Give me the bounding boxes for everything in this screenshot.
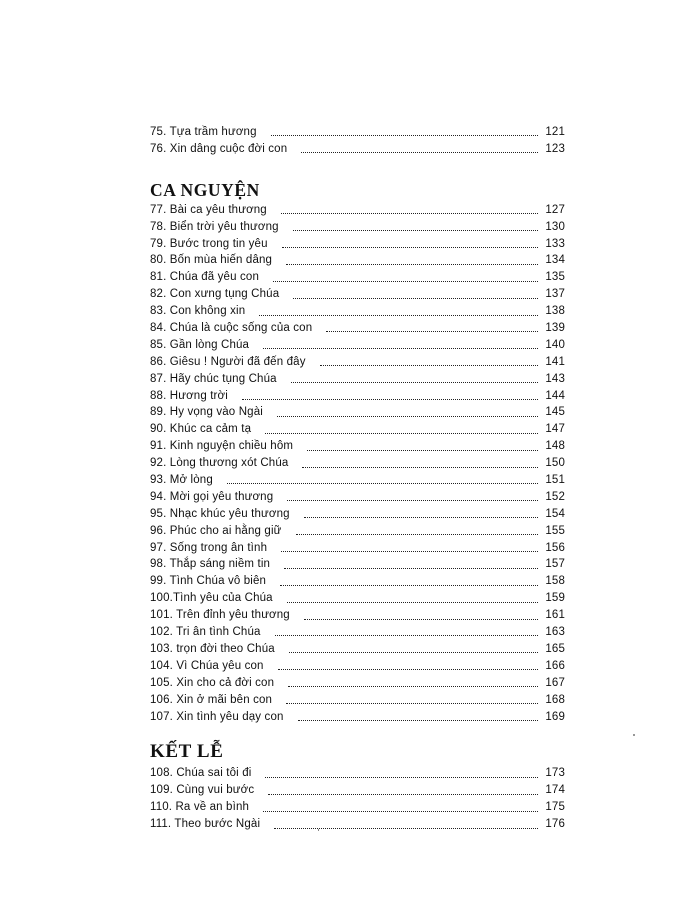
toc-entry: [150, 506, 565, 523]
toc-dot-leader: [304, 618, 538, 620]
toc-entry-page: 157: [545, 558, 565, 571]
toc-entry-title: 103. trọn đời theo Chúa: [150, 642, 275, 655]
toc-dot-leader: [271, 134, 538, 136]
toc-entry-page: 163: [545, 626, 565, 639]
toc-dot-leader: [293, 297, 538, 299]
toc-entry-page: 141: [545, 355, 565, 368]
toc-dot-leader: [259, 314, 538, 316]
toc-entry-title: 109. Cùng vui bước: [150, 784, 255, 797]
toc-entry-page: 154: [545, 507, 565, 520]
toc-entry-title: 104. Vì Chúa yêu con: [150, 659, 264, 672]
toc-entry: [150, 286, 565, 303]
toc-entry: [150, 489, 565, 506]
toc-entry: [150, 252, 565, 269]
toc-dot-leader: [326, 330, 538, 332]
section-heading-ca-nguyen: CA NGUYỆN: [150, 179, 260, 200]
toc-entry-page: 137: [545, 288, 565, 301]
toc-entry-page: 150: [545, 457, 565, 470]
toc-dot-leader: [281, 550, 538, 552]
toc-entry-page: 159: [545, 592, 565, 605]
toc-entry-title: 106. Xin ở mãi bên con: [150, 693, 273, 706]
toc-entry-page: 175: [545, 801, 565, 814]
toc-dot-leader: [301, 151, 538, 153]
toc-entry-page: 167: [545, 676, 565, 689]
toc-entry-page: 148: [545, 440, 565, 453]
toc-dot-leader: [263, 347, 538, 349]
toc-dot-leader: [296, 533, 539, 535]
toc-entry-title: 107. Xin tình yêu dạy con: [150, 710, 284, 723]
toc-entry: [150, 782, 565, 799]
toc-entry-page: 134: [545, 254, 565, 267]
toc-entry-title: 100.Tình yêu của Chúa: [150, 592, 273, 605]
toc-entry-title: 105. Xin cho cả đời con: [150, 676, 275, 689]
toc-entry-page: 130: [545, 220, 565, 233]
toc-entry: [150, 675, 565, 692]
toc-entry: [150, 624, 565, 641]
toc-entry-title: 88. Hương trời: [150, 389, 228, 402]
toc-dot-leader: [265, 776, 538, 778]
toc-entry-page: 166: [545, 659, 565, 672]
toc-entry: [150, 590, 565, 607]
toc-entry: [150, 540, 565, 557]
toc-entry: [150, 388, 565, 405]
toc-entry-title: 77. Bài ca yêu thương: [150, 203, 267, 216]
toc-entry: [150, 354, 565, 371]
toc-entry: [150, 303, 565, 320]
toc-entry-title: 81. Chúa đã yêu con: [150, 271, 259, 284]
toc-entry-title: 86. Giêsu ! Người đã đến đây: [150, 355, 306, 368]
toc-entry-page: 176: [545, 818, 565, 831]
toc-dot-leader: [293, 229, 538, 231]
toc-dot-leader: [263, 810, 538, 812]
toc-dot-leader: [284, 567, 538, 569]
toc-entry-title: 79. Bước trong tin yêu: [150, 237, 268, 250]
toc-dot-leader: [286, 702, 538, 704]
toc-entry: [150, 320, 565, 337]
toc-entry-page: 140: [545, 338, 565, 351]
toc-entry: [150, 236, 565, 253]
toc-entry-page: 152: [545, 490, 565, 503]
toc-entry-page: 123: [545, 142, 565, 155]
toc-entry-page: 143: [545, 372, 565, 385]
toc-entry-title: 82. Con xưng tụng Chúa: [150, 288, 280, 301]
toc-dot-leader: [289, 651, 538, 653]
toc-entry: [150, 219, 565, 236]
toc-dot-leader: [280, 584, 538, 586]
toc-entry-page: 133: [545, 237, 565, 250]
toc-entry: [150, 709, 565, 726]
toc-entry-title: 97. Sống trong ân tình: [150, 541, 268, 554]
toc-entry-title: 78. Biển trời yêu thương: [150, 220, 279, 233]
toc-dot-leader: [278, 668, 538, 670]
toc-entry: [150, 765, 565, 782]
toc-entry-title: 101. Trên đỉnh yêu thương: [150, 609, 290, 622]
toc-entry-page: 156: [545, 541, 565, 554]
toc-entry-title: 90. Khúc ca cảm tạ: [150, 423, 252, 436]
toc-entry-title: 102. Tri ân tình Chúa: [150, 626, 261, 639]
toc-entry-page: 139: [545, 322, 565, 335]
scan-speck: [633, 734, 635, 736]
toc-dot-leader: [286, 263, 538, 265]
toc-entry: [150, 371, 565, 388]
toc-section-list: [150, 765, 565, 833]
toc-dot-leader: [268, 793, 538, 795]
toc-entry-title: 99. Tình Chúa vô biên: [150, 575, 267, 588]
toc-entry: [150, 202, 565, 219]
toc-entry-title: 94. Mời gọi yêu thương: [150, 490, 274, 503]
toc-entry: [150, 799, 565, 816]
scan-speck: [318, 829, 319, 831]
toc-entry: [150, 404, 565, 421]
toc-intro-list: [150, 124, 565, 158]
toc-entry-page: 151: [545, 474, 565, 487]
toc-entry: [150, 816, 565, 833]
toc-dot-leader: [291, 381, 538, 383]
toc-dot-leader: [287, 601, 538, 603]
toc-dot-leader: [277, 415, 538, 417]
toc-entry: [150, 337, 565, 354]
toc-dot-leader: [288, 685, 538, 687]
toc-entry: [150, 556, 565, 573]
toc-entry: [150, 438, 565, 455]
toc-entry-title: 75. Tựa trầm hương: [150, 126, 257, 138]
toc-entry: [150, 141, 565, 158]
toc-dot-leader: [298, 719, 538, 721]
toc-entry-page: 147: [545, 423, 565, 436]
toc-entry: [150, 523, 565, 540]
toc-entry-title: 87. Hãy chúc tụng Chúa: [150, 372, 277, 385]
toc-section-list: [150, 202, 565, 726]
toc-dot-leader: [304, 516, 538, 518]
toc-entry-title: 92. Lòng thương xót Chúa: [150, 457, 289, 470]
toc-entry-title: 110. Ra về an bình: [150, 801, 250, 814]
toc-entry-page: 158: [545, 575, 565, 588]
toc-dot-leader: [281, 212, 538, 214]
toc-entry: [150, 658, 565, 675]
toc-dot-leader: [302, 466, 538, 468]
toc-entry-title: 83. Con không xin: [150, 305, 246, 318]
toc-entry-page: 165: [545, 642, 565, 655]
toc-dot-leader: [320, 364, 538, 366]
toc-entry-title: 108. Chúa sai tôi đi: [150, 767, 252, 780]
toc-entry-page: 127: [545, 203, 565, 216]
toc-entry: [150, 455, 565, 472]
table-of-contents: [150, 124, 565, 833]
toc-entry-page: 144: [545, 389, 565, 402]
toc-dot-leader: [273, 280, 538, 282]
toc-entry-page: 161: [545, 609, 565, 622]
toc-entry-page: 155: [545, 524, 565, 537]
toc-entry: [150, 421, 565, 438]
toc-entry-title: 93. Mở lòng: [150, 474, 213, 487]
toc-entry: [150, 692, 565, 709]
toc-entry-title: 98. Thắp sáng niềm tin: [150, 558, 271, 571]
toc-entry-page: 138: [545, 305, 565, 318]
toc-entry-title: 91. Kinh nguyện chiều hôm: [150, 440, 294, 453]
toc-entry: [150, 269, 565, 286]
toc-dot-leader: [227, 482, 538, 484]
toc-dot-leader: [287, 499, 538, 501]
toc-entry: [150, 472, 565, 489]
toc-entry-page: 174: [545, 784, 565, 797]
toc-entry: [150, 641, 565, 658]
toc-dot-leader: [275, 634, 538, 636]
toc-entry-title: 111. Theo bước Ngài: [150, 818, 261, 831]
toc-entry: [150, 607, 565, 624]
toc-entry-title: 96. Phúc cho ai hằng giữ: [150, 524, 282, 537]
toc-dot-leader: [242, 398, 538, 400]
toc-entry-page: 145: [545, 406, 565, 419]
toc-entry-title: 95. Nhạc khúc yêu thương: [150, 507, 290, 520]
toc-entry-title: 89. Hy vọng vào Ngài: [150, 406, 263, 419]
toc-dot-leader: [282, 246, 538, 248]
toc-entry-page: 168: [545, 693, 565, 706]
toc-entry: [150, 573, 565, 590]
toc-entry-title: 84. Chúa là cuộc sống của con: [150, 322, 313, 335]
toc-entry: [150, 124, 565, 141]
toc-entry-page: 169: [545, 710, 565, 723]
toc-entry-page: 135: [545, 271, 565, 284]
toc-entry-title: 80. Bốn mùa hiến dâng: [150, 254, 273, 267]
toc-dot-leader: [265, 432, 538, 434]
toc-entry-title: 85. Gần lòng Chúa: [150, 338, 250, 351]
toc-entry-page: 121: [545, 126, 565, 138]
toc-entry-title: 76. Xin dâng cuộc đời con: [150, 142, 288, 155]
toc-dot-leader: [274, 827, 538, 829]
section-heading-ket-le: KẾT LỄ: [150, 741, 224, 763]
toc-dot-leader: [307, 449, 538, 451]
toc-entry-page: 173: [545, 767, 565, 780]
